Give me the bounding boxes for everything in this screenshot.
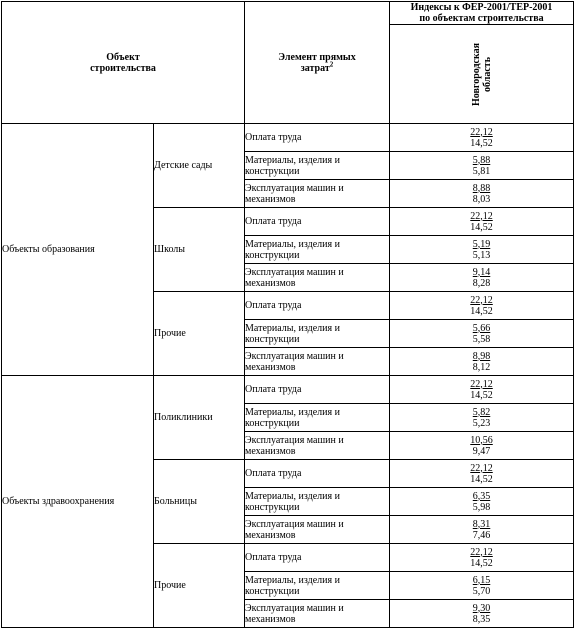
category-cell: Объекты здравоохранения <box>2 376 154 628</box>
index-value-top: 5,19 <box>472 238 491 250</box>
subgroup-cell: Школы <box>154 208 245 292</box>
header-indices-line1: Индексы к ФЕР-2001/ТЕР-2001 <box>410 2 553 13</box>
index-value-bottom: 14,52 <box>470 389 493 401</box>
element-cell <box>245 488 390 516</box>
index-value-cell <box>390 488 574 516</box>
element-cell <box>245 460 390 488</box>
element-cell <box>245 180 390 208</box>
element-line1: Эксплуатация машин и <box>245 434 344 446</box>
index-value-top: 8,88 <box>472 182 491 194</box>
header-element-line1: Элемент прямых <box>278 51 356 63</box>
table-row <box>2 124 574 152</box>
element-line1: Эксплуатация машин и <box>245 518 344 530</box>
element-cell <box>245 236 390 264</box>
index-value-top: 22,12 <box>470 126 493 138</box>
index-value-bottom: 8,03 <box>472 193 491 205</box>
element-cell <box>245 208 390 236</box>
element-cell <box>245 516 390 544</box>
element-line1: Оплата труда <box>245 384 302 395</box>
index-value-top: 22,12 <box>470 378 493 390</box>
index-value-bottom: 8,12 <box>472 361 491 373</box>
header-indices-line2: по объектам строительства <box>419 13 544 24</box>
index-value-cell <box>390 544 574 572</box>
header-element-footnote: 2 <box>329 60 334 69</box>
element-line2: конструкции <box>245 417 300 429</box>
index-value-cell <box>390 320 574 348</box>
element-line2: конструкции <box>245 249 300 261</box>
index-value-bottom: 5,13 <box>472 249 491 261</box>
element-line2: механизмов <box>245 529 296 541</box>
element-line2: конструкции <box>245 501 300 513</box>
element-cell <box>245 572 390 600</box>
index-value-top: 8,31 <box>472 518 491 530</box>
index-value-bottom: 5,70 <box>472 585 491 597</box>
index-value-bottom: 5,81 <box>472 165 491 177</box>
element-cell <box>245 292 390 320</box>
element-cell <box>245 404 390 432</box>
subgroup-cell: Прочие <box>154 292 245 376</box>
element-line2: конструкции <box>245 585 300 597</box>
element-cell <box>245 152 390 180</box>
element-line2: механизмов <box>245 361 296 373</box>
element-line1: Оплата труда <box>245 552 302 563</box>
index-value-cell <box>390 124 574 152</box>
index-value-top: 22,12 <box>470 210 493 222</box>
index-value-cell <box>390 292 574 320</box>
element-line1: Эксплуатация машин и <box>245 266 344 278</box>
index-value-bottom: 5,23 <box>472 417 491 429</box>
element-line2: механизмов <box>245 445 296 457</box>
index-value-bottom: 7,46 <box>472 529 491 541</box>
index-value-cell <box>390 348 574 376</box>
index-value-bottom: 9,47 <box>472 445 491 457</box>
element-line2: конструкции <box>245 333 300 345</box>
table-body <box>2 124 574 628</box>
element-line1: Материалы, изделия и <box>245 322 340 334</box>
element-line2: механизмов <box>245 277 296 289</box>
index-value-top: 9,30 <box>472 602 491 614</box>
element-line1: Эксплуатация машин и <box>245 182 344 194</box>
index-value-cell <box>390 572 574 600</box>
element-line1: Оплата труда <box>245 216 302 227</box>
header-region-label <box>471 43 493 106</box>
index-value-top: 5,82 <box>472 406 491 418</box>
subgroup-cell: Прочие <box>154 544 245 628</box>
index-value-top: 22,12 <box>470 546 493 558</box>
index-value-cell <box>390 236 574 264</box>
category-cell: Объекты образования <box>2 124 154 376</box>
construction-index-table <box>1 1 574 628</box>
index-value-top: 8,98 <box>472 350 491 362</box>
index-value-top: 6,15 <box>472 574 491 586</box>
index-value-bottom: 14,52 <box>470 221 493 233</box>
index-value-top: 6,35 <box>472 490 491 502</box>
index-value-top: 5,88 <box>472 154 491 166</box>
table-row <box>2 376 574 404</box>
index-value-cell <box>390 208 574 236</box>
index-value-cell <box>390 404 574 432</box>
element-line2: механизмов <box>245 613 296 625</box>
index-value-bottom: 14,52 <box>470 305 493 317</box>
element-cell <box>245 544 390 572</box>
index-value-top: 22,12 <box>470 462 493 474</box>
element-line1: Материалы, изделия и <box>245 490 340 502</box>
index-value-top: 9,14 <box>472 266 491 278</box>
index-value-cell <box>390 516 574 544</box>
element-line2: механизмов <box>245 193 296 205</box>
subgroup-cell: Поликлиники <box>154 376 245 460</box>
element-line1: Эксплуатация машин и <box>245 602 344 614</box>
index-value-bottom: 5,58 <box>472 333 491 345</box>
index-value-cell <box>390 432 574 460</box>
index-value-top: 10,56 <box>470 434 493 446</box>
subgroup-cell: Больницы <box>154 460 245 544</box>
element-cell <box>245 600 390 628</box>
element-line1: Оплата труда <box>245 132 302 143</box>
index-value-cell <box>390 600 574 628</box>
element-line1: Оплата труда <box>245 300 302 311</box>
header-object-cell <box>2 2 245 124</box>
element-line1: Материалы, изделия и <box>245 154 340 166</box>
header-object-line2: строительства <box>90 62 156 74</box>
element-line1: Материалы, изделия и <box>245 238 340 250</box>
element-cell <box>245 432 390 460</box>
subgroup-cell: Детские сады <box>154 124 245 208</box>
index-value-bottom: 8,35 <box>472 613 491 625</box>
index-value-bottom: 14,52 <box>470 473 493 485</box>
element-cell <box>245 348 390 376</box>
index-value-top: 22,12 <box>470 294 493 306</box>
index-value-bottom: 14,52 <box>470 137 493 149</box>
index-value-bottom: 14,52 <box>470 557 493 569</box>
header-region-line2: область <box>481 57 493 92</box>
index-value-bottom: 5,98 <box>472 501 491 513</box>
element-cell <box>245 264 390 292</box>
element-cell <box>245 320 390 348</box>
element-line1: Эксплуатация машин и <box>245 350 344 362</box>
index-value-cell <box>390 460 574 488</box>
element-line1: Материалы, изделия и <box>245 406 340 418</box>
index-value-bottom: 8,28 <box>472 277 491 289</box>
header-row-1 <box>2 2 574 25</box>
element-cell <box>245 124 390 152</box>
index-value-cell <box>390 152 574 180</box>
header-indices-cell <box>390 2 574 25</box>
header-region-line1: Новгородская <box>470 42 482 106</box>
header-element-cell <box>245 2 390 124</box>
element-line2: конструкции <box>245 165 300 177</box>
header-element-line2: затрат <box>300 62 330 74</box>
index-value-top: 5,66 <box>472 322 491 334</box>
index-value-cell <box>390 376 574 404</box>
index-value-cell <box>390 180 574 208</box>
element-cell <box>245 376 390 404</box>
header-object-line1: Объект <box>106 51 140 63</box>
header-region-cell <box>390 25 574 124</box>
element-line1: Оплата труда <box>245 468 302 479</box>
index-value-cell <box>390 264 574 292</box>
element-line1: Материалы, изделия и <box>245 574 340 586</box>
